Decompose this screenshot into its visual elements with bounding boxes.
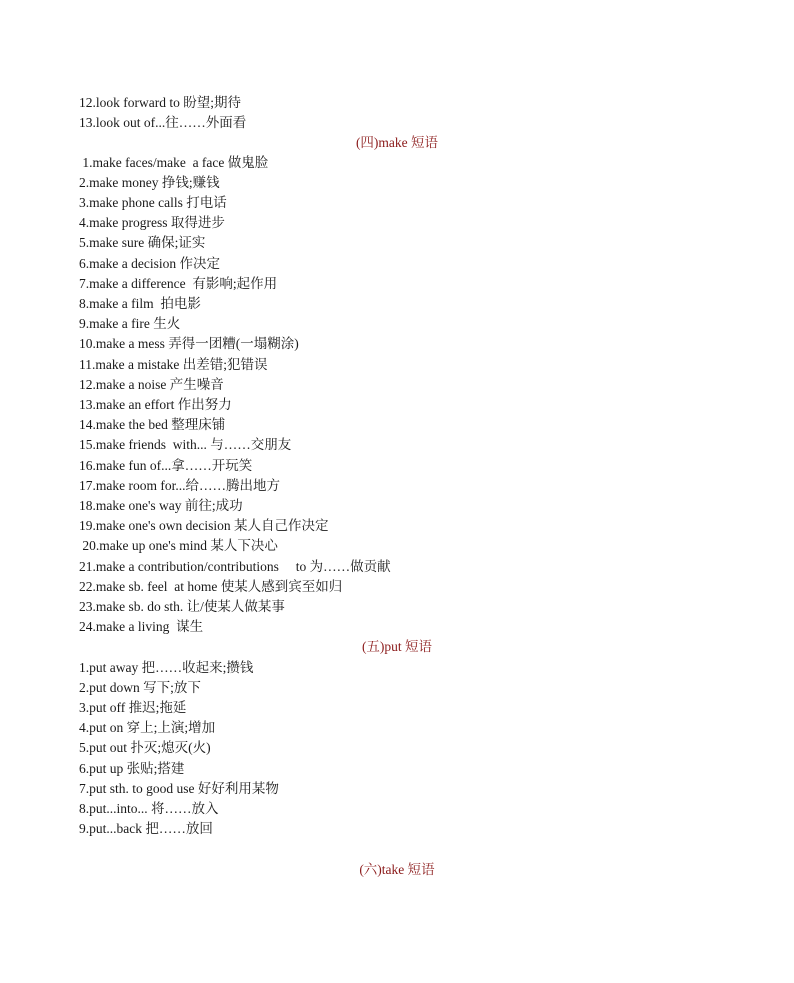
phrase-line: 19.make one's own decision 某人自己作决定 (79, 518, 329, 533)
phrase-line: 24.make a living 谋生 (79, 619, 204, 634)
phrase-line: 4.make progress 取得进步 (79, 215, 225, 230)
phrase-line: 23.make sb. do sth. 让/使某人做某事 (79, 599, 285, 614)
phrase-line: 3.put off 推迟;拖延 (79, 700, 187, 715)
phrase-line: 8.put...into... 将……放入 (79, 801, 219, 816)
phrase-line: 8.make a film 拍电影 (79, 296, 201, 311)
phrase-line: 13.make an effort 作出努力 (79, 397, 232, 412)
phrase-line: 12.make a noise 产生噪音 (79, 377, 224, 392)
section-heading-take: (六)take 短语 (359, 862, 435, 877)
phrase-line: 13.look out of...往……外面看 (79, 115, 247, 130)
phrase-line: 1.put away 把……收起来;攒钱 (79, 660, 254, 675)
phrase-line: 12.look forward to 盼望;期待 (79, 95, 241, 110)
phrase-line: 5.make sure 确保;证实 (79, 235, 206, 250)
phrase-line: 10.make a mess 弄得一团糟(一塌糊涂) (79, 336, 299, 351)
phrase-line: 6.make a decision 作决定 (79, 256, 220, 271)
phrase-line: 9.put...back 把……放回 (79, 821, 213, 836)
phrase-line: 7.make a difference 有影响;起作用 (79, 276, 278, 291)
phrase-line: 2.make money 挣钱;赚钱 (79, 175, 220, 190)
phrase-line: 18.make one's way 前往;成功 (79, 498, 243, 513)
phrase-line: 7.put sth. to good use 好好利用某物 (79, 781, 279, 796)
phrase-line: 4.put on 穿上;上演;增加 (79, 720, 216, 735)
phrase-line: 9.make a fire 生火 (79, 316, 181, 331)
phrase-line: 11.make a mistake 出差错;犯错误 (79, 357, 268, 372)
phrase-line: 6.put up 张贴;搭建 (79, 761, 185, 776)
phrase-line: 1.make faces/make a face 做鬼脸 (79, 155, 269, 170)
phrase-line: 20.make up one's mind 某人下决心 (79, 538, 278, 553)
phrase-line: 15.make friends with... 与……交朋友 (79, 437, 292, 452)
section-heading-make: (四)make 短语 (355, 135, 439, 150)
phrase-line: 16.make fun of...拿……开玩笑 (79, 458, 253, 473)
section-heading-put: (五)put 短语 (361, 639, 433, 654)
phrase-line: 17.make room for...给……腾出地方 (79, 478, 280, 493)
phrase-line: 2.put down 写下;放下 (79, 680, 201, 695)
phrase-line: 14.make the bed 整理床铺 (79, 417, 226, 432)
phrase-line: 21.make a contribution/contributions to 为……做贡献 (79, 559, 391, 574)
phrase-line: 22.make sb. feel at home 使某人感到宾至如归 (79, 579, 343, 594)
phrase-line: 5.put out 扑灭;熄灭(火) (79, 740, 211, 755)
phrase-line: 3.make phone calls 打电话 (79, 195, 227, 210)
